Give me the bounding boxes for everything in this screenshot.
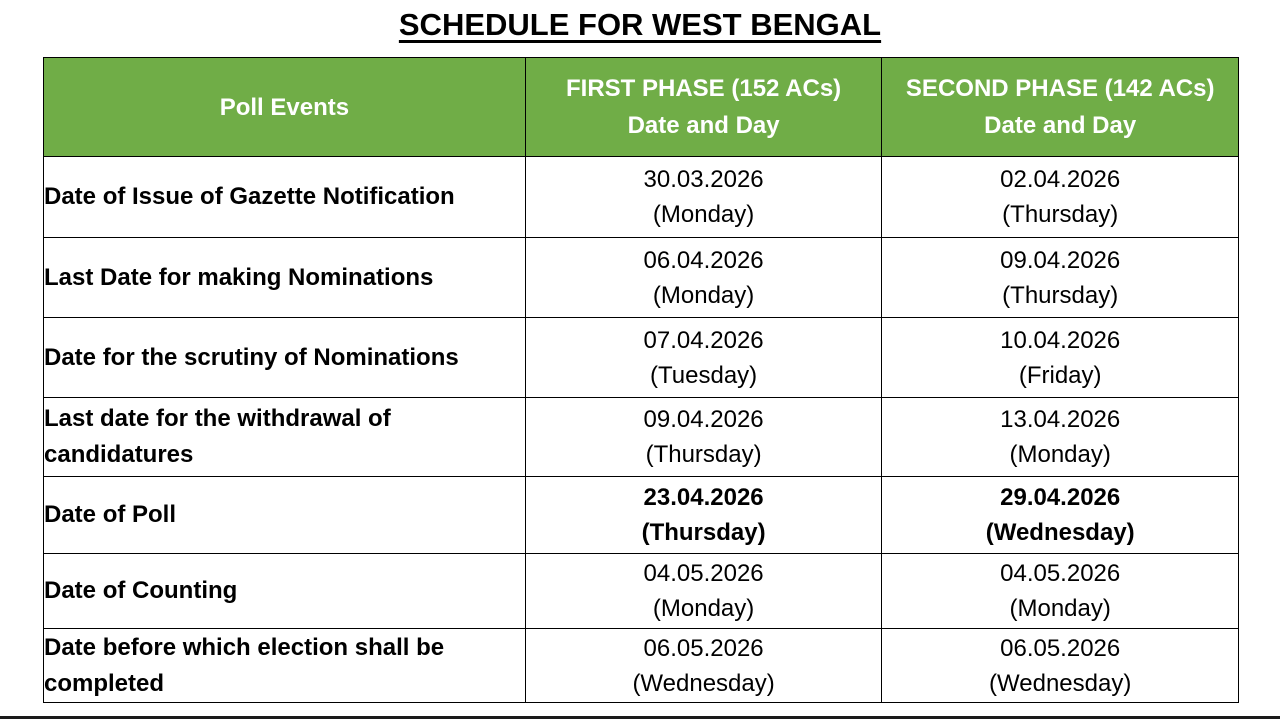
header-poll-events-label: Poll Events — [219, 93, 350, 121]
event-label: Last date for the withdrawal of candidatures — [44, 398, 526, 477]
second-phase-day: (Friday) — [1018, 361, 1102, 389]
first-phase-day: (Wednesday) — [632, 669, 775, 697]
first-phase-date: 30.03.2026 — [643, 166, 764, 193]
first-phase-date: 06.04.2026 — [643, 246, 764, 274]
event-label: Date of Issue of Gazette Notification — [44, 157, 526, 238]
first-phase-cell — [525, 318, 882, 398]
header-second-phase — [882, 58, 1239, 157]
first-phase-cell — [525, 477, 882, 554]
second-phase-date: 10.04.2026 — [1000, 326, 1121, 354]
second-phase-date: 02.04.2026 — [1000, 166, 1121, 193]
first-phase-cell — [525, 238, 882, 318]
second-phase-date: 09.04.2026 — [1000, 246, 1121, 274]
second-phase-day: (Wednesday) — [989, 669, 1132, 697]
first-phase-day: (Monday) — [652, 201, 755, 228]
first-phase-cell — [525, 398, 882, 477]
first-phase-cell — [525, 157, 882, 238]
first-phase-date: 09.04.2026 — [643, 406, 764, 433]
table-header-row — [44, 58, 1239, 157]
schedule-table — [43, 57, 1239, 703]
header-poll-events — [44, 58, 526, 157]
second-phase-cell — [882, 238, 1239, 318]
second-phase-cell — [882, 554, 1239, 629]
page-title-text: SCHEDULE FOR WEST BENGAL — [398, 7, 882, 42]
second-phase-day: (Wednesday) — [985, 519, 1135, 546]
event-label: Date before which election shall be completed — [44, 629, 526, 703]
table-row — [44, 629, 1239, 703]
table-row — [44, 238, 1239, 318]
first-phase-cell — [525, 629, 882, 703]
header-first-phase-subtitle: Date and Day — [627, 112, 780, 139]
second-phase-day: (Monday) — [1009, 595, 1111, 622]
event-label: Last Date for making Nominations — [44, 238, 526, 318]
event-label: Date of Poll — [44, 477, 526, 554]
first-phase-cell — [525, 554, 882, 629]
page-title — [0, 2, 1280, 48]
second-phase-cell — [882, 477, 1239, 554]
first-phase-day: (Monday) — [652, 595, 755, 622]
table-row — [44, 318, 1239, 398]
header-first-phase — [525, 58, 882, 157]
first-phase-day: (Thursday) — [641, 519, 766, 546]
second-phase-cell — [882, 318, 1239, 398]
second-phase-date: 29.04.2026 — [1000, 484, 1121, 511]
second-phase-cell — [882, 398, 1239, 477]
table-row — [44, 554, 1239, 629]
second-phase-date: 06.05.2026 — [1000, 634, 1121, 662]
first-phase-day: (Tuesday) — [650, 361, 758, 389]
first-phase-date: 06.05.2026 — [643, 634, 764, 662]
second-phase-day: (Thursday) — [1002, 281, 1119, 309]
table-row — [44, 477, 1239, 554]
second-phase-date: 13.04.2026 — [1000, 406, 1121, 433]
header-first-phase-title: FIRST PHASE (152 ACs) — [566, 75, 842, 102]
event-label: Date for the scrutiny of Nominations — [44, 318, 526, 398]
first-phase-date: 23.04.2026 — [643, 484, 764, 511]
second-phase-cell — [882, 157, 1239, 238]
second-phase-day: (Thursday) — [1002, 201, 1119, 228]
table-row — [44, 157, 1239, 238]
first-phase-day: (Thursday) — [645, 441, 762, 468]
event-label: Date of Counting — [44, 554, 526, 629]
table-row — [44, 398, 1239, 477]
header-second-phase-subtitle: Date and Day — [984, 112, 1137, 139]
second-phase-day: (Monday) — [1009, 441, 1111, 468]
header-second-phase-title: SECOND PHASE (142 ACs) — [905, 75, 1215, 102]
second-phase-cell — [882, 629, 1239, 703]
first-phase-day: (Monday) — [652, 281, 755, 309]
first-phase-date: 07.04.2026 — [643, 326, 764, 354]
second-phase-date: 04.05.2026 — [1000, 560, 1121, 587]
bottom-divider — [0, 716, 1280, 719]
first-phase-date: 04.05.2026 — [643, 560, 764, 587]
